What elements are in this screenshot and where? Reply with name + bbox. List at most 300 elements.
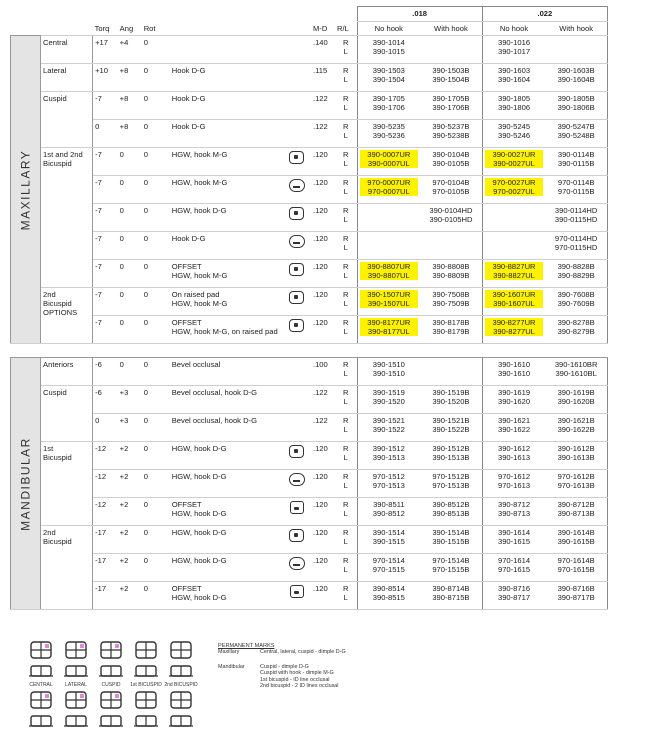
part-018-no-hook [357,92,420,120]
part-number: 390-1512 [372,444,405,453]
part-number: 390-8512 [372,509,405,518]
bracket-diagram-icon [98,710,124,732]
part-022-with-hook [545,414,607,442]
part-number: 970-1512B [432,472,470,481]
bracket-pad-icon [289,151,304,164]
table-row [11,288,608,316]
part-number: 390-5235 [372,122,405,131]
part-number: 390-8712 [497,500,531,509]
rotation-value: 0 [142,582,170,610]
right-left: R L [335,92,357,120]
part-number: 390-8827UR [485,262,544,271]
part-number: 390-8717B [557,593,595,602]
angulation-value: 0 [118,176,142,204]
right-left: R L [335,554,357,582]
part-number: 390-0115B [557,159,595,168]
part-022-no-hook [482,316,545,344]
angulation-value: 0 [118,204,142,232]
torque-value: +17 [93,36,118,64]
bracket-diagram-icon [133,690,159,712]
part-number: 390-1612B [557,444,595,453]
part-number: 390-8511 [373,500,405,509]
part-number: 390-0104HD [429,206,473,215]
rotation-value: 0 [142,470,170,498]
marks-mandibular-key: Mandibular [218,663,245,670]
part-number: 390-0115HD [554,215,598,224]
section-gap [11,344,608,358]
rotation-value: 0 [142,260,170,288]
right-left: R L [335,64,357,92]
part-number: 390-1519 [372,388,405,397]
bracket-diagram-icon [168,640,194,662]
part-number: 390-1015 [372,47,405,56]
md-width: .122 [311,120,335,148]
bracket-icon-cell [283,260,311,288]
table-row [11,526,608,554]
bracket-description: HGW, hook D-G [170,204,283,232]
part-number: 390-0114B [557,150,595,159]
part-022-no-hook [482,92,545,120]
part-022-no-hook [482,232,545,260]
angulation-value: +4 [118,36,142,64]
bracket-description: HGW, hook M-G [170,148,283,176]
bracket-diagram-icon [63,660,89,682]
bracket-icon-cell [283,92,311,120]
marks-mandibular-line: 1st bicuspid - ID line occlusal [260,676,330,683]
marks-title: PERMANENT MARKS [218,643,275,649]
tooth-name: 1st and 2nd Bicuspid [41,148,93,288]
torque-value: -17 [93,582,118,610]
right-left: R L [335,176,357,204]
tooth-name: Central [41,36,93,64]
tooth-name: 2nd Bicuspid OPTIONS [41,288,93,344]
part-number: 390-1610 [497,360,531,369]
marks-mandibular-line: 2nd bicuspid - 2 ID lines occlusal [260,683,339,690]
bracket-icon-cell [283,386,311,414]
part-number: 970-1612 [497,472,531,481]
part-018-no-hook [357,120,420,148]
part-number: 390-5238B [432,131,470,140]
part-number: 390-8713B [557,509,595,518]
part-number: 970-1614B [557,556,595,565]
part-number: 390-1503 [372,66,405,75]
part-number: 390-1610 [497,369,531,378]
column-header-row [11,22,608,36]
right-left: R L [335,36,357,64]
table-row [11,554,608,582]
table-row [11,120,608,148]
part-018-no-hook [357,526,420,554]
bracket-description: HGW, hook D-G [170,554,283,582]
angulation-value: 0 [118,358,142,386]
part-number: 390-1805B [557,94,595,103]
offset-bracket-icon [290,585,304,598]
part-018-no-hook [357,498,420,526]
part-number: 390-8712B [557,500,595,509]
part-018-with-hook [420,148,482,176]
mandibular-label: MANDIBULAR [18,436,33,531]
part-022-no-hook [482,260,545,288]
angulation-value: +3 [118,386,142,414]
md-width: .120 [311,498,335,526]
part-022-with-hook [545,386,607,414]
part-number: 390-8513B [432,509,470,518]
torque-value: -7 [93,148,118,176]
part-number: 390-8714B [432,584,470,593]
part-number: 390-5245 [497,122,531,131]
torque-value: -7 [93,288,118,316]
part-number: 970-0114HD [554,234,598,243]
part-022-no-hook [482,64,545,92]
part-022-with-hook [545,176,607,204]
md-width: .120 [311,260,335,288]
rotation-value: 0 [142,316,170,344]
part-018-with-hook [420,498,482,526]
part-number: 390-8808B [432,262,470,271]
tooth-name: 2nd Bicuspid [41,526,93,610]
right-left: R L [335,386,357,414]
bracket-pad-icon [289,529,304,542]
part-number: 970-0007UR [360,178,419,187]
rounded-bracket-icon [289,179,305,192]
torque-value: -7 [93,92,118,120]
mandibular-section-label [11,358,41,610]
part-number: 390-1522 [372,425,405,434]
part-number: 390-1522B [432,425,470,434]
bracket-pad-icon [289,263,304,276]
bracket-diagram-icon [133,640,159,662]
part-number: 390-1514B [432,528,470,537]
part-022-with-hook [545,316,607,344]
right-left: R L [335,316,357,344]
part-018-with-hook [420,36,482,64]
md-width: .120 [311,442,335,470]
part-022-no-hook [482,526,545,554]
bracket-diagram-icon [28,660,54,682]
table-row [11,498,608,526]
part-number: 390-0027UL [485,159,544,168]
bracket-description: Bevel occlusal [170,358,283,386]
bracket-description: HGW, hook D-G [170,442,283,470]
part-022-no-hook [482,148,545,176]
bracket-description: HGW, hook D-G [170,470,283,498]
part-number: 390-1805 [497,94,531,103]
right-left: R L [335,232,357,260]
bracket-icon-cell [283,64,311,92]
tooth-name: Lateral [41,64,93,92]
part-018-with-hook [420,554,482,582]
part-022-with-hook [545,148,607,176]
part-number: 390-1621B [557,416,595,425]
bracket-icon-cell [283,148,311,176]
md-width: .120 [311,288,335,316]
table-row [11,148,608,176]
rotation-value: 0 [142,36,170,64]
part-022-with-hook [545,64,607,92]
part-number: 390-8716 [497,584,531,593]
bracket-diagram-icon [28,690,54,712]
md-width: .120 [311,176,335,204]
table-row [11,414,608,442]
rotation-value: 0 [142,120,170,148]
part-number: 390-8512B [432,500,470,509]
right-left: R L [335,120,357,148]
part-number: 390-0007UL [360,159,419,168]
tooth-caption: LATERAL [65,682,87,688]
tooth-caption: CUSPID [101,682,121,688]
table-row [11,358,608,386]
col-022-no-hook: No hook [482,22,545,36]
part-number: 390-8828B [557,262,595,271]
bracket-icon-cell [283,470,311,498]
part-number: 970-0115B [557,187,595,196]
bracket-diagram-icon [133,660,159,682]
part-number: 390-8178B [432,318,470,327]
md-width: .122 [311,414,335,442]
rotation-value: 0 [142,148,170,176]
torque-value: -17 [93,554,118,582]
part-018-no-hook [357,288,420,316]
part-number: 390-1507UR [360,290,419,299]
gauge-018-header: .018 [357,7,482,22]
angulation-value: +2 [118,470,142,498]
part-number: 390-1612 [497,444,531,453]
part-number: 390-1519B [432,388,470,397]
angulation-value: +2 [118,442,142,470]
part-022-with-hook [545,232,607,260]
part-number: 390-1510 [372,360,405,369]
right-left: R L [335,148,357,176]
part-018-with-hook [420,316,482,344]
part-number: 970-0027UL [485,187,544,196]
part-number: 390-1520B [432,397,470,406]
right-left: R L [335,470,357,498]
part-number: 390-0105B [432,159,470,168]
bracket-icon-cell [283,582,311,610]
rotation-value: 0 [142,176,170,204]
part-number: 390-1615B [557,537,595,546]
part-018-with-hook [420,92,482,120]
part-018-no-hook [357,470,420,498]
bracket-icon-cell [283,316,311,344]
part-number: 390-1706 [372,103,405,112]
part-022-no-hook [482,176,545,204]
bracket-diagram-icon [98,690,124,712]
part-022-with-hook [545,498,607,526]
part-number: 390-8827UL [485,271,544,280]
bracket-description: On raised pad HGW, hook M-G [170,288,283,316]
right-left: R L [335,526,357,554]
part-number: 390-1513 [372,453,405,462]
part-number: 390-1620 [497,397,531,406]
part-022-no-hook [482,204,545,232]
right-left: R L [335,414,357,442]
bracket-description: OFFSET HGW, hook D-G [170,498,283,526]
rotation-value: 0 [142,358,170,386]
part-number: 970-0115HD [554,243,598,252]
col-018-with-hook: With hook [420,22,482,36]
permanent-marks [218,643,398,689]
part-number: 390-1521B [432,416,470,425]
part-number: 390-5236 [372,131,405,140]
bracket-diagram-icon [98,660,124,682]
right-left: R L [335,358,357,386]
rounded-bracket-icon [289,473,305,486]
part-number: 970-1512 [372,472,405,481]
part-018-no-hook [357,554,420,582]
part-number: 970-1615B [557,565,595,574]
angulation-value: +8 [118,120,142,148]
part-018-with-hook [420,358,482,386]
part-number: 390-1510 [372,369,405,378]
part-number: 390-1521 [372,416,405,425]
part-number: 390-0104B [432,150,470,159]
angulation-value: +2 [118,526,142,554]
rounded-bracket-icon [289,235,305,248]
md-width: .120 [311,526,335,554]
bracket-description: Hook D-G [170,232,283,260]
part-number: 390-8177UL [360,327,419,336]
bracket-diagram-icon [168,690,194,712]
part-022-with-hook [545,470,607,498]
part-number: 390-7508B [432,290,470,299]
part-number: 390-1604 [497,75,531,84]
part-number: 390-8807UL [360,271,419,280]
bracket-icon-cell [283,204,311,232]
part-022-with-hook [545,204,607,232]
tooth-caption: 2nd BICUSPID [164,682,198,688]
bracket-description: Hook D-G [170,120,283,148]
part-022-no-hook [482,120,545,148]
maxillary-label: MAXILLARY [18,149,33,230]
bracket-pad-icon [289,445,304,458]
part-018-with-hook [420,176,482,204]
bracket-diagram-icon [28,710,54,732]
col-rot: Rot [142,22,170,36]
part-number: 390-8177UR [360,318,419,327]
part-018-with-hook [420,442,482,470]
bracket-icon-cell [283,288,311,316]
part-018-with-hook [420,64,482,92]
part-number: 390-1520 [372,397,405,406]
bracket-pad-icon [289,291,304,304]
part-number: 390-1507UL [360,299,419,308]
part-number: 390-0007UR [360,150,419,159]
bracket-description: HGW, hook M-G [170,176,283,204]
part-number: 390-8277UL [485,327,544,336]
torque-value: -7 [93,260,118,288]
part-022-no-hook [482,442,545,470]
md-width: .120 [311,148,335,176]
bracket-description [170,36,283,64]
part-number: 390-1016 [497,38,531,47]
right-left: R L [335,260,357,288]
table-row [11,470,608,498]
part-number: 390-1614 [497,528,531,537]
torque-value: -7 [93,176,118,204]
part-number: 390-1504B [432,75,470,84]
part-number: 970-1514B [432,556,470,565]
table-row [11,260,608,288]
footer [28,640,388,740]
part-number: 970-1515B [432,565,470,574]
bracket-icon-cell [283,414,311,442]
bracket-pad-icon [289,207,304,220]
part-number: 390-1610BL [555,369,597,378]
part-number: 390-8717 [497,593,531,602]
part-number: 970-0105B [432,187,470,196]
col-torq: Torq [93,22,118,36]
part-number: 390-1603B [557,66,595,75]
rotation-value: 0 [142,414,170,442]
part-number: 390-1514 [372,528,405,537]
angulation-value: +3 [118,414,142,442]
bracket-icon-cell [283,232,311,260]
bracket-diagram-icon [28,640,54,662]
part-number: 390-8277UR [485,318,544,327]
torque-value: 0 [93,120,118,148]
part-number: 970-1513B [432,481,470,490]
part-number: 390-8807UR [360,262,419,271]
md-width: .115 [311,64,335,92]
part-022-no-hook [482,36,545,64]
right-left: R L [335,204,357,232]
rotation-value: 0 [142,204,170,232]
part-018-no-hook [357,386,420,414]
bracket-description: Bevel occlusal, hook D-G [170,414,283,442]
torque-value: +10 [93,64,118,92]
torque-value: -7 [93,232,118,260]
tooth-name: Cuspid [41,386,93,442]
marks-mandibular-line: Cuspid with hook - dimple M-G [260,670,334,677]
marks-mandibular-line: Cuspid - dimple D-G [260,663,309,670]
part-number: 390-1705 [372,94,405,103]
part-022-no-hook [482,470,545,498]
bracket-icon-cell [283,554,311,582]
rotation-value: 0 [142,288,170,316]
part-018-no-hook [357,442,420,470]
bracket-diagram-icon [63,640,89,662]
bracket-pad-icon [289,319,304,332]
md-width: .122 [311,92,335,120]
angulation-value: +2 [118,582,142,610]
table-row [11,64,608,92]
rotation-value: 0 [142,64,170,92]
bracket-diagram-icon [168,710,194,732]
part-022-with-hook [545,526,607,554]
part-number: 390-1622 [497,425,531,434]
tooth-name: Anteriors [41,358,93,386]
part-number: 390-8809B [432,271,470,280]
part-number: 390-1607UR [485,290,544,299]
part-022-with-hook [545,288,607,316]
rotation-value: 0 [142,232,170,260]
part-number: 390-8179B [432,327,470,336]
part-number: 390-1503B [432,66,470,75]
part-022-with-hook [545,582,607,610]
part-number: 390-1705B [432,94,470,103]
part-022-with-hook [545,36,607,64]
angulation-value: 0 [118,260,142,288]
bracket-diagram-icon [63,710,89,732]
col-018-no-hook: No hook [357,22,420,36]
part-number: 390-1607UL [485,299,544,308]
bracket-description: OFFSET HGW, hook M-G [170,260,283,288]
tooth-name: 1st Bicuspid [41,442,93,526]
md-width: .120 [311,582,335,610]
part-022-with-hook [545,260,607,288]
tooth-caption: CENTRAL [29,682,53,688]
